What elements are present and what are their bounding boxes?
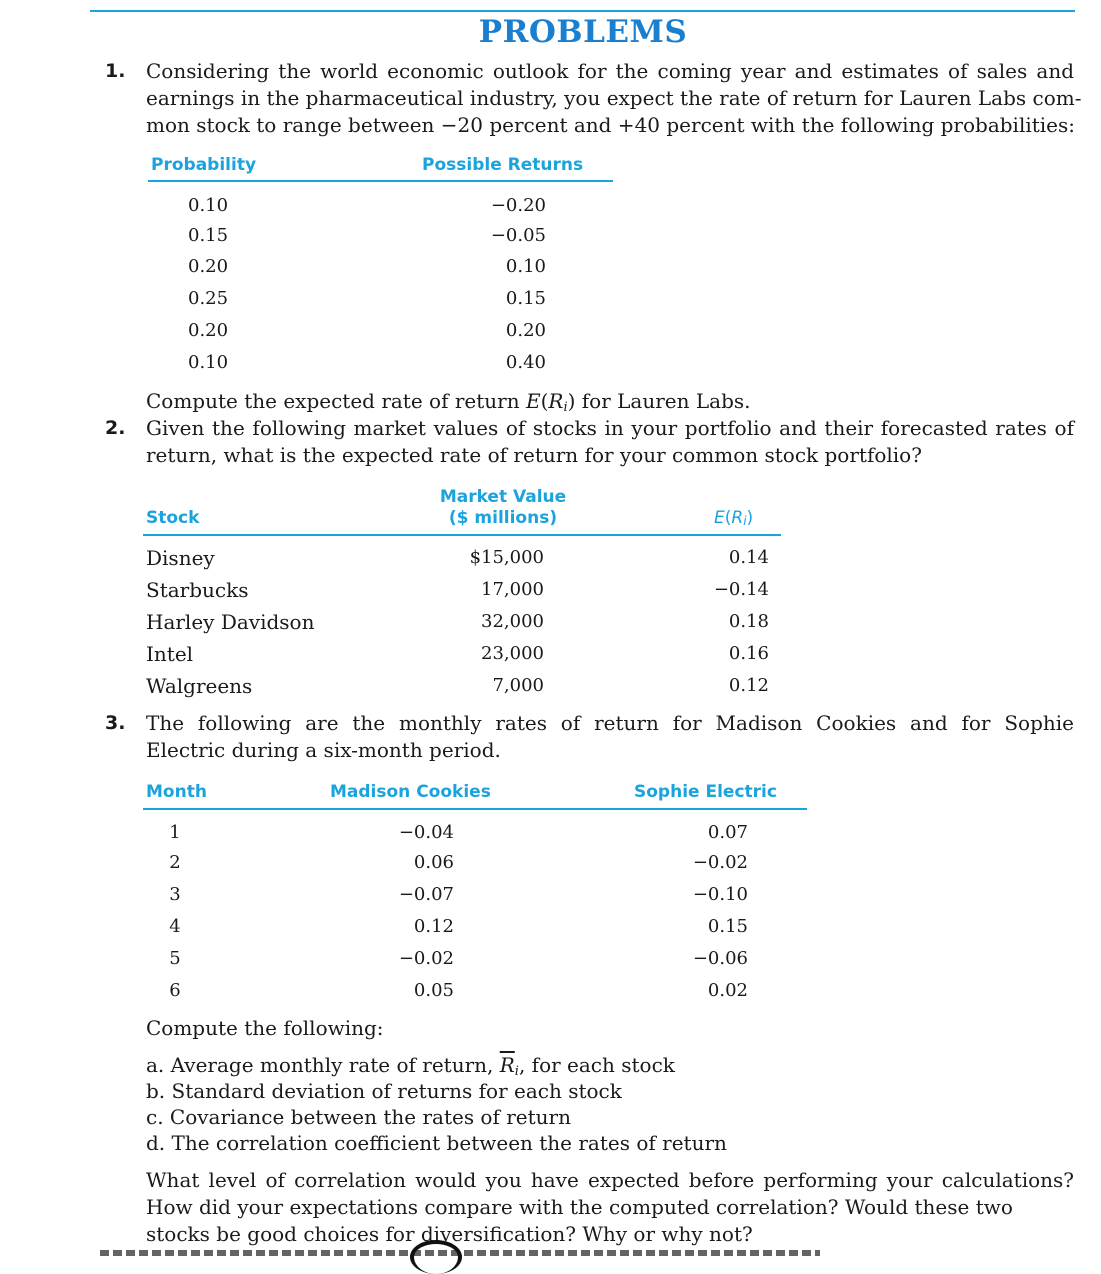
p1-prob-cell: 0.20 bbox=[188, 320, 229, 341]
problem-3-text bbox=[146, 710, 1074, 764]
p2-stock-cell: Intel bbox=[146, 642, 194, 666]
p3-header-rule bbox=[143, 808, 807, 810]
closing-line-2: How did your expectations compare with the computed correlation? Would these two bbox=[146, 1195, 1013, 1219]
p2-er-cell: 0.16 bbox=[728, 643, 769, 664]
item-b: b. Standard deviation of returns for each stock bbox=[146, 1079, 622, 1103]
problem-1-line-3: mon stock to range between −20 percent and +40 percent with the following probabilities: bbox=[146, 113, 1076, 137]
p1-prob-cell: 0.15 bbox=[188, 225, 229, 246]
problem-3-number: 3. bbox=[105, 712, 126, 734]
p3-month-cell: 6 bbox=[169, 980, 181, 1001]
problem-1-question: Compute the expected rate of return $E(R_i)$ for Lauren Labs. bbox=[146, 389, 751, 415]
p1-return-cell: 0.10 bbox=[505, 256, 546, 277]
top-rule bbox=[90, 10, 1075, 12]
p2-stock-cell: Disney bbox=[146, 546, 215, 570]
cursor-loop-mark bbox=[410, 1240, 462, 1274]
p2-value-cell: 7,000 bbox=[492, 675, 544, 696]
p2-er-cell: −0.14 bbox=[713, 579, 769, 600]
item-a: a. Average monthly rate of return, $\overline{R}_i$, for each stock bbox=[146, 1053, 675, 1079]
p1-prob-cell: 0.20 bbox=[188, 256, 229, 277]
p3-madison-cell: −0.04 bbox=[398, 822, 454, 843]
p3-sophie-cell: −0.02 bbox=[692, 852, 748, 873]
p1-prob-cell: 0.10 bbox=[188, 352, 229, 373]
item-d: d. The correlation coefficient between the rates of return bbox=[146, 1131, 727, 1155]
p2-value-cell: 23,000 bbox=[481, 643, 544, 664]
p1-prob-cell: 0.25 bbox=[188, 288, 229, 309]
p3-month-cell: 4 bbox=[169, 916, 181, 937]
p2-er-cell: 0.14 bbox=[728, 547, 769, 568]
section-heading: PROBLEMS bbox=[478, 14, 688, 50]
p1-return-cell: 0.20 bbox=[505, 320, 546, 341]
p3-sophie-cell: 0.07 bbox=[707, 822, 748, 843]
p1-return-cell: 0.15 bbox=[505, 288, 546, 309]
p3-sophie-cell: 0.02 bbox=[707, 980, 748, 1001]
p2-er-cell: 0.12 bbox=[728, 675, 769, 696]
p3-sophie-cell: −0.10 bbox=[692, 884, 748, 905]
p1-col-returns: Possible Returns bbox=[422, 155, 584, 175]
p3-month-cell: 5 bbox=[169, 948, 181, 969]
p1-return-cell: 0.40 bbox=[505, 352, 546, 373]
p3-month-cell: 2 bbox=[169, 852, 181, 873]
p3-madison-cell: 0.12 bbox=[413, 916, 454, 937]
problem-2-text bbox=[146, 415, 1074, 469]
p2-stock-cell: Walgreens bbox=[146, 674, 253, 698]
p3-madison-cell: 0.05 bbox=[413, 980, 454, 1001]
p3-col-sophie: Sophie Electric bbox=[634, 782, 777, 802]
p2-col-expected-return: E(Ri) bbox=[714, 508, 754, 528]
problem-1-text bbox=[146, 58, 1082, 139]
p3-month-cell: 3 bbox=[169, 884, 181, 905]
problem-1-number: 1. bbox=[105, 60, 126, 82]
p2-header-rule bbox=[143, 534, 781, 536]
problem-2-line-2: return, what is the expected rate of return for your common stock portfolio? bbox=[146, 443, 922, 467]
p3-sophie-cell: −0.06 bbox=[692, 948, 748, 969]
problem-2-line-1: Given the following market values of stocks in your portfolio and their forecasted rates of bbox=[146, 416, 1074, 440]
item-c: c. Covariance between the rates of return bbox=[146, 1105, 571, 1129]
compute-label: Compute the following: bbox=[146, 1016, 384, 1040]
p3-month-cell: 1 bbox=[169, 822, 181, 843]
p3-col-madison: Madison Cookies bbox=[330, 782, 491, 802]
p2-stock-cell: Harley Davidson bbox=[146, 610, 315, 634]
p3-col-month: Month bbox=[146, 782, 207, 802]
p2-col-market-value: Market Value ($ millions) bbox=[439, 487, 567, 528]
problem-2-number: 2. bbox=[105, 417, 126, 439]
p2-er-cell: 0.18 bbox=[728, 611, 769, 632]
p3-madison-cell: −0.07 bbox=[398, 884, 454, 905]
closing-paragraph bbox=[146, 1167, 1074, 1248]
p1-prob-cell: 0.10 bbox=[188, 195, 229, 216]
closing-line-1: What level of correlation would you have expected before performing your calculations? bbox=[146, 1168, 1074, 1192]
problem-3-line-2: Electric during a six-month period. bbox=[146, 738, 501, 762]
p2-stock-cell: Starbucks bbox=[146, 578, 249, 602]
p2-value-cell: 32,000 bbox=[481, 611, 544, 632]
problem-1-line-1: Considering the world economic outlook for the coming year and estimates of sales and bbox=[146, 59, 1074, 83]
problem-1-line-2: earnings in the pharmaceutical industry, you expect the rate of return for Lauren Labs com- bbox=[146, 86, 1082, 110]
p1-col-probability: Probability bbox=[151, 155, 257, 175]
problem-3-line-1: The following are the monthly rates of return for Madison Cookies and for Sophie bbox=[146, 711, 1074, 735]
p3-madison-cell: 0.06 bbox=[413, 852, 454, 873]
p3-madison-cell: −0.02 bbox=[398, 948, 454, 969]
closing-line-3: stocks be good choices for diversification? Why or why not? bbox=[146, 1222, 753, 1246]
p2-value-cell: $15,000 bbox=[469, 547, 544, 568]
p1-return-cell: −0.05 bbox=[490, 225, 546, 246]
p2-value-cell: 17,000 bbox=[481, 579, 544, 600]
p2-col-stock: Stock bbox=[146, 508, 200, 528]
p3-sophie-cell: 0.15 bbox=[707, 916, 748, 937]
p1-return-cell: −0.20 bbox=[490, 195, 546, 216]
p1-header-rule bbox=[148, 180, 613, 182]
